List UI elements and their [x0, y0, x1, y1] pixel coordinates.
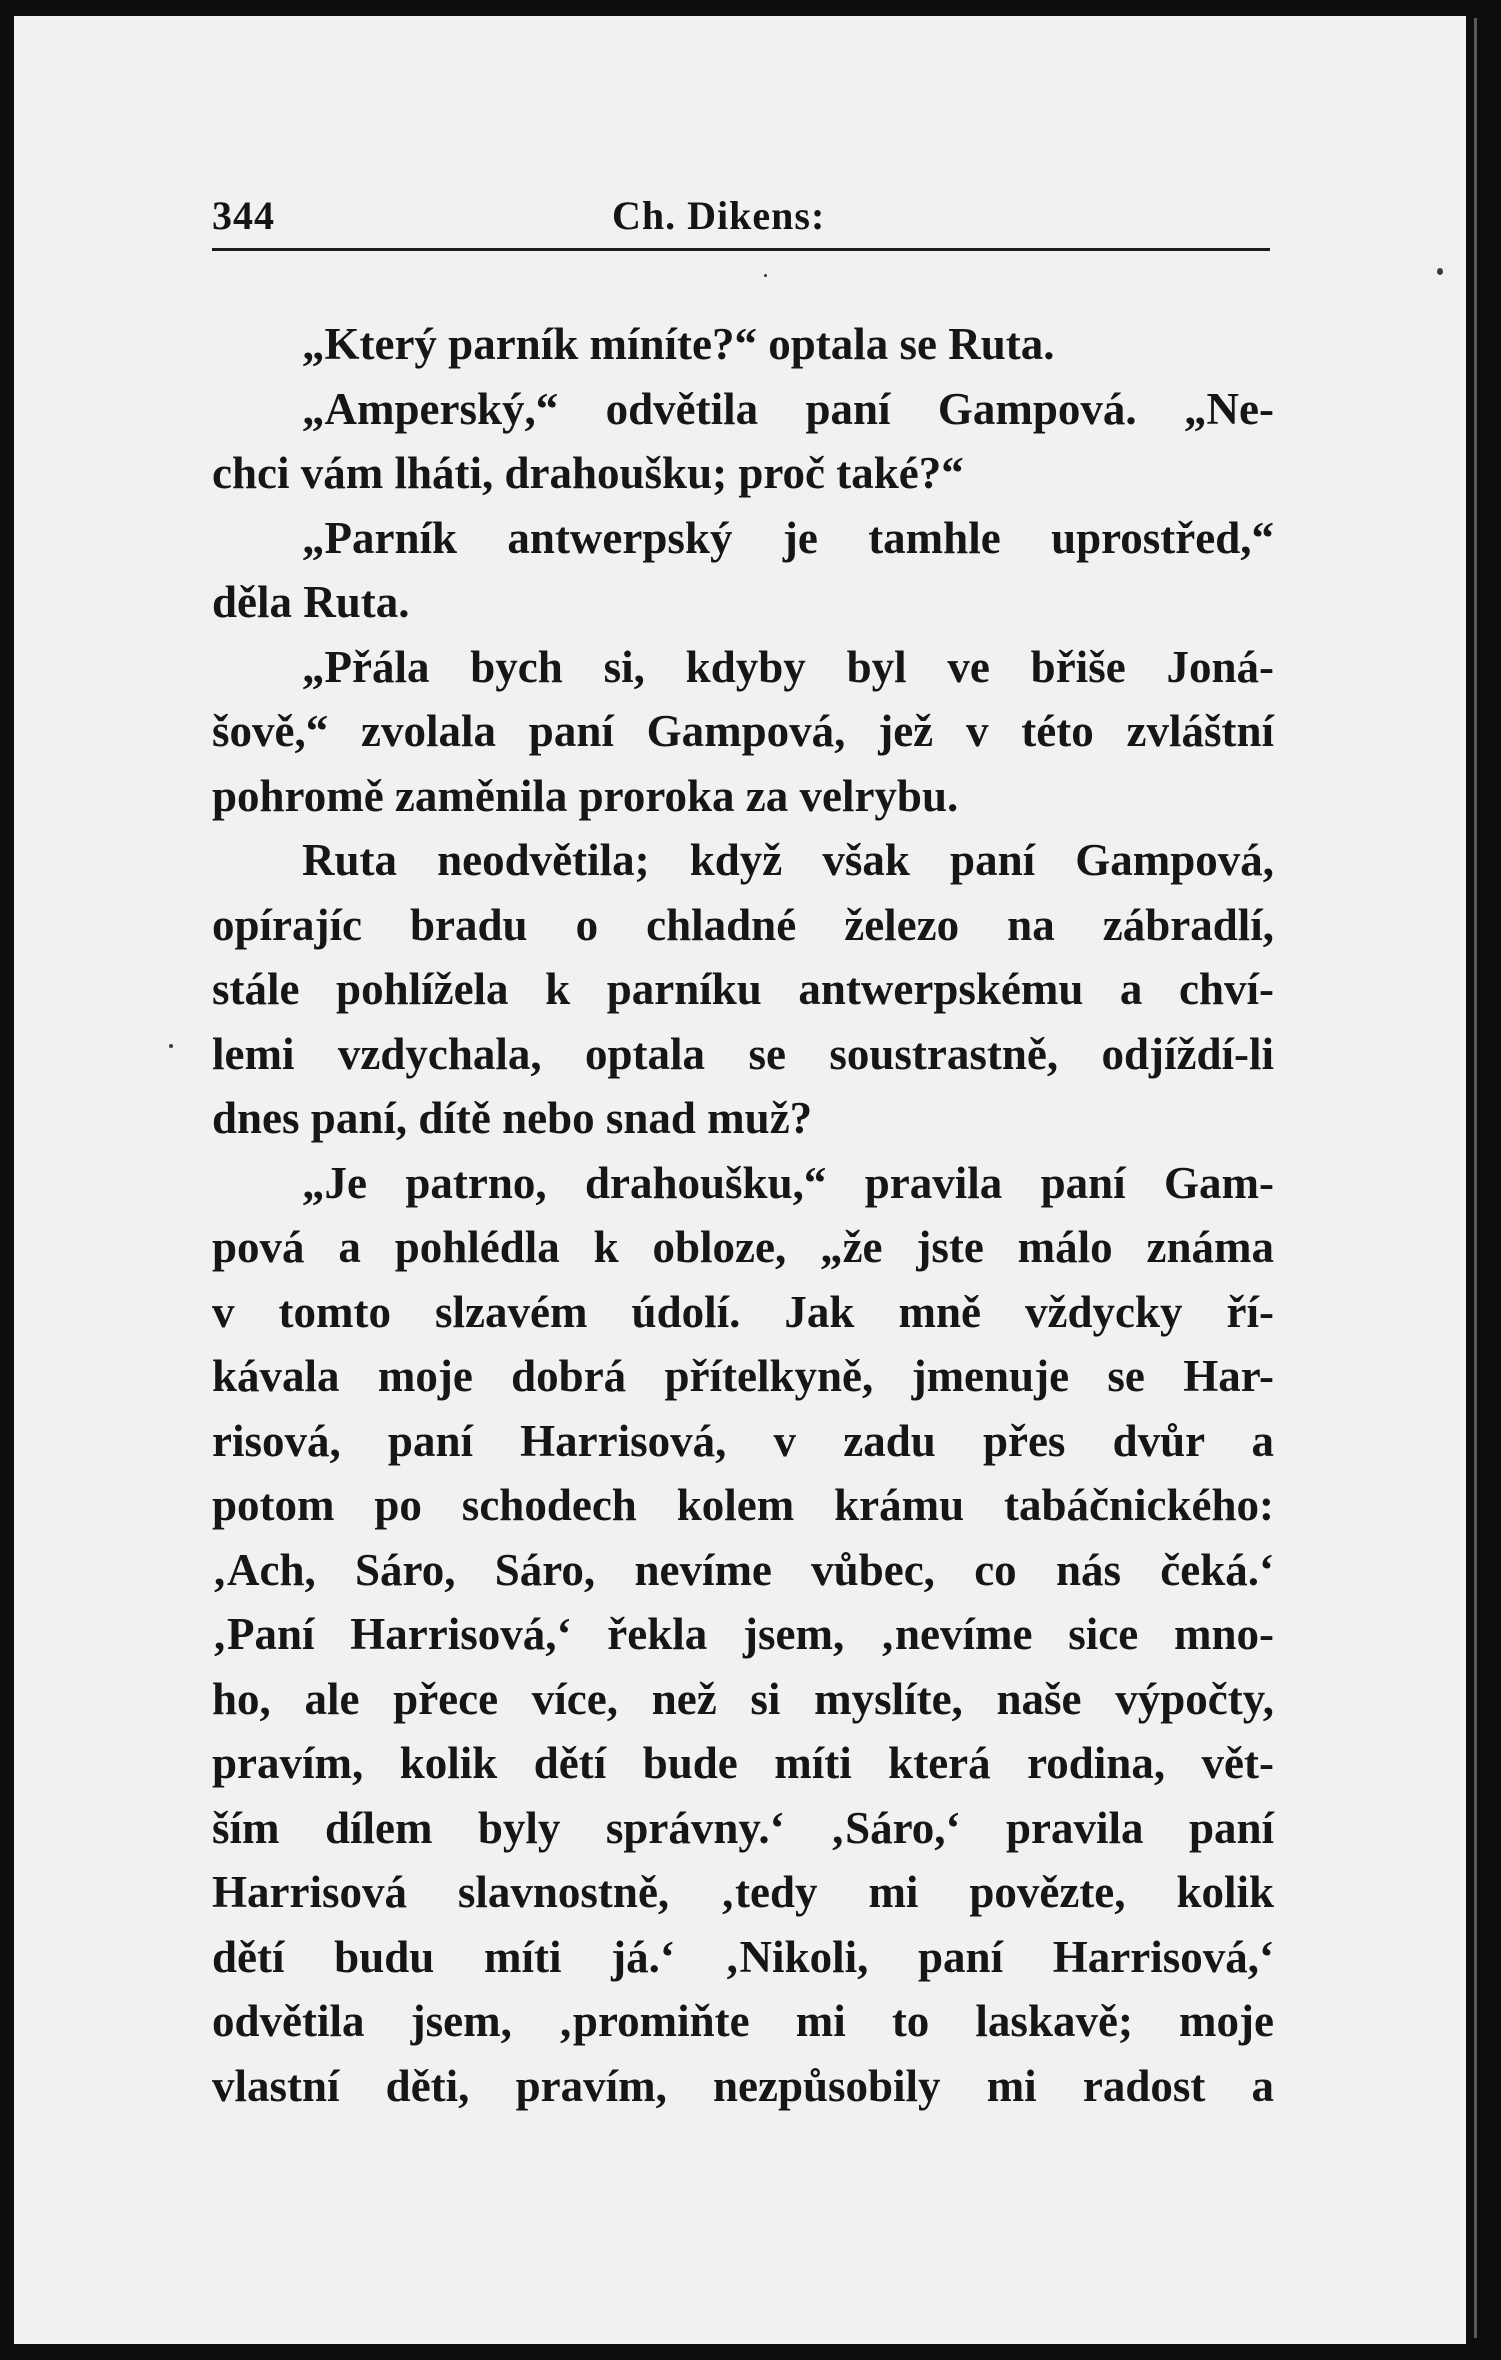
- text-line: risová, paní Harrisová, v zadu přes dvůr a: [212, 1415, 1274, 1466]
- text-line: děla Ruta.: [212, 577, 410, 627]
- text-line: Harrisová slavnostně, ‚tedy mi povězte, kolik: [212, 1867, 1274, 1917]
- text-line: ším dílem byly správny.‘ ‚Sáro,‘ pravila paní: [212, 1802, 1274, 1853]
- header-rule: [212, 248, 1270, 251]
- paper-speck: [1437, 268, 1443, 275]
- text-line: „Je patrno, drahoušku,“ pravila paní Gam-: [302, 1157, 1274, 1208]
- page-edge-rule: [1474, 18, 1477, 2338]
- text-line: potom po schodech kolem krámu tabáčnického:: [212, 1480, 1274, 1530]
- text-line: pová a pohlédla k obloze, „že jste málo známa: [212, 1222, 1274, 1272]
- paragraph: [212, 828, 1274, 1151]
- text-line: v tomto slzavém údolí. Jak mně vždycky ří-: [212, 1286, 1274, 1337]
- text-line: kávala moje dobrá přítelkyně, jmenuje se Har-: [212, 1351, 1274, 1401]
- text-line: „Přála bych si, kdyby byl ve břiše Joná-: [302, 641, 1274, 692]
- text-line: dětí budu míti já.‘ ‚Nikoli, paní Harrisová,‘: [212, 1931, 1274, 1982]
- text-line: šově,“ zvolala paní Gampová, jež v této zvláštní: [212, 706, 1274, 756]
- paragraph: [212, 635, 1274, 829]
- text-line: odvětila jsem, ‚promiňte mi to laskavě; moje: [212, 1996, 1274, 2046]
- paragraph: [212, 506, 1274, 635]
- book-page: [14, 16, 1466, 2344]
- paragraph: [212, 312, 1274, 377]
- paragraph: [212, 1151, 1274, 2119]
- body-text: [212, 312, 1274, 2118]
- text-line: „Parník antwerpský je tamhle uprostřed,“: [302, 512, 1274, 563]
- text-line: ‚Paní Harrisová,‘ řekla jsem, ‚nevíme sice mno-: [212, 1609, 1274, 1659]
- text-line: Ruta neodvětila; když však paní Gampová,: [302, 835, 1274, 885]
- text-line: chci vám lháti, drahoušku; proč také?“: [212, 448, 964, 498]
- text-line: vlastní děti, pravím, nezpůsobily mi radost a: [212, 2060, 1274, 2111]
- paper-speck: [764, 274, 767, 277]
- text-line: ‚Ach, Sáro, Sáro, nevíme vůbec, co nás čeká.‘: [212, 1544, 1274, 1595]
- text-line: lemi vzdychala, optala se soustrastně, odjíždí-li: [212, 1028, 1274, 1079]
- text-line: dnes paní, dítě nebo snad muž?: [212, 1093, 813, 1143]
- running-title: Ch. Dikens:: [612, 193, 826, 238]
- text-line: pravím, kolik dětí bude míti která rodina, vět-: [212, 1738, 1274, 1788]
- text-line: pohromě zaměnila proroka za velrybu.: [212, 770, 959, 821]
- text-line: „Amperský,“ odvětila paní Gampová. „Ne-: [302, 383, 1274, 434]
- text-line: opírajíc bradu o chladné železo na zábradlí,: [212, 899, 1274, 950]
- page-number: 344: [212, 193, 275, 238]
- text-line: stále pohlížela k parníku antwerpskému a chví-: [212, 964, 1274, 1014]
- text-line: ho, ale přece více, než si myslíte, naše výpočty,: [212, 1673, 1274, 1724]
- paragraph: [212, 377, 1274, 506]
- paper-speck: [169, 1044, 173, 1048]
- text-line: „Který parník míníte?“ optala se Ruta.: [302, 319, 1055, 369]
